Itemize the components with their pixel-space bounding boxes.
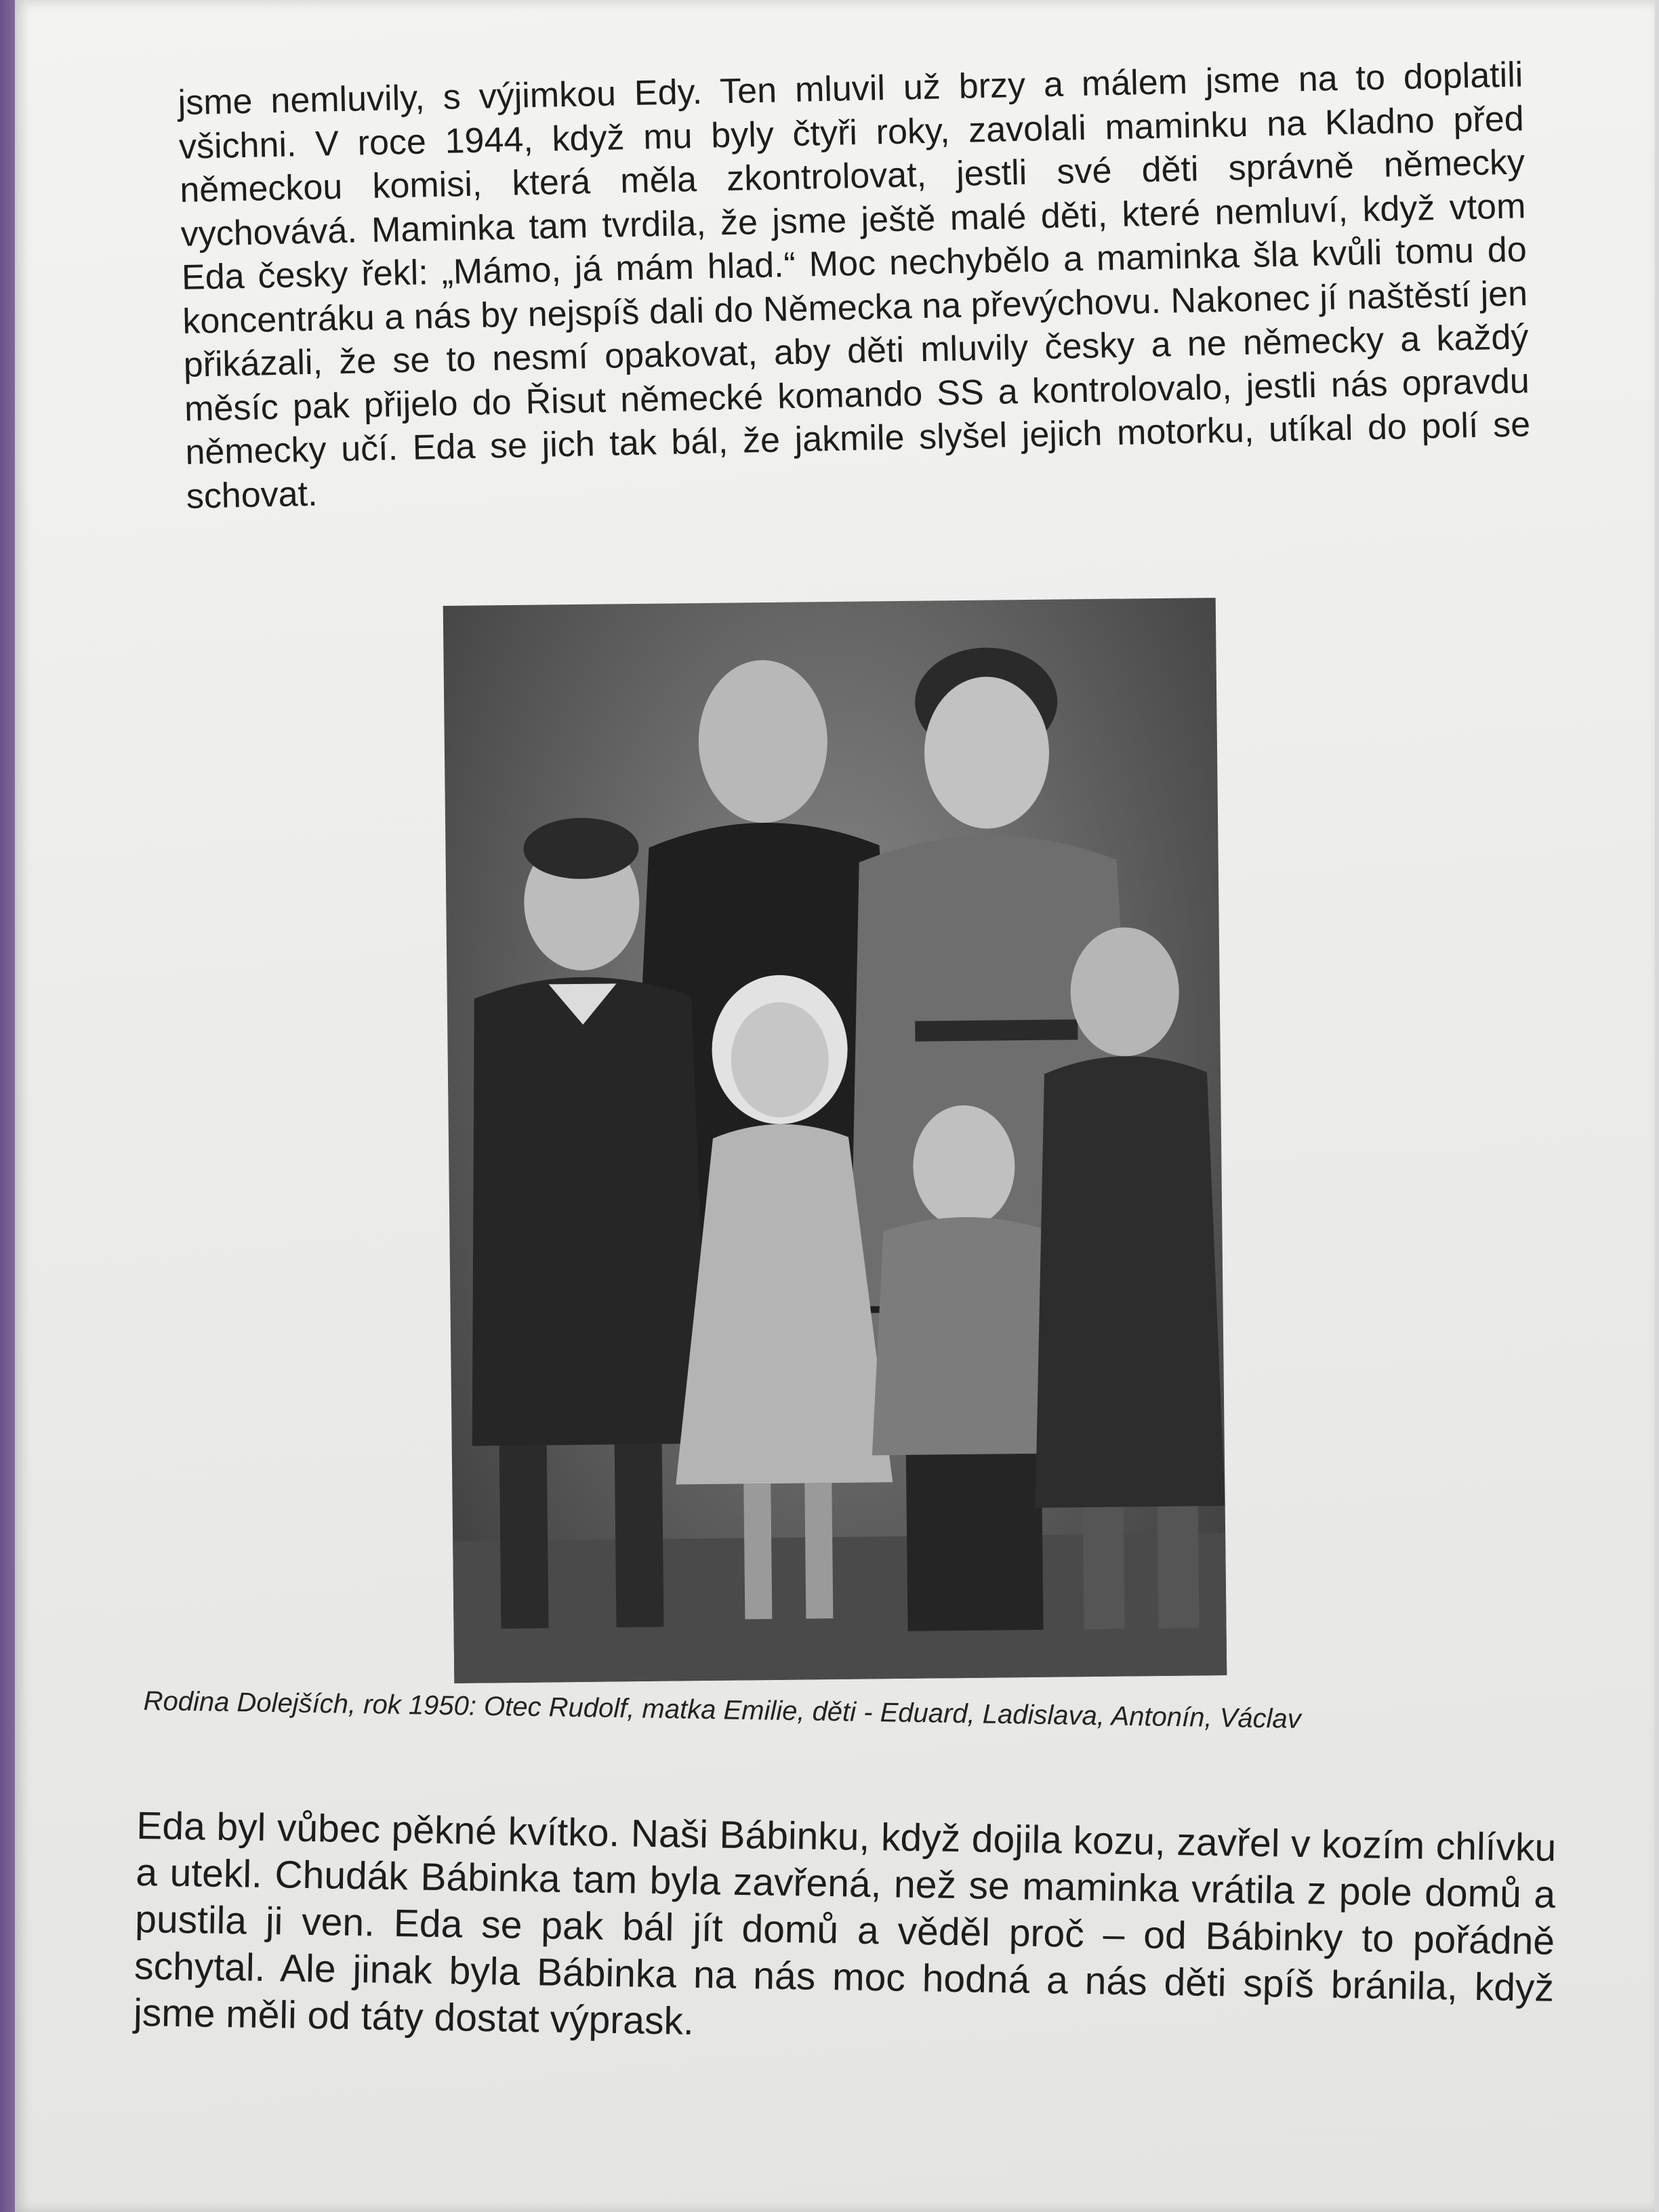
family-photo-frame xyxy=(443,598,1227,1683)
family-photo-illustration xyxy=(443,598,1227,1683)
paragraph-bottom: Eda byl vůbec pěkné kvítko. Naši Bábinku, když dojila kozu, zavřel v kozím chlívku a utekl. Chudák Bábinka tam byla zavřená, než se maminka vrátila z pole domů a pustila ji ven. Eda se pak bál jít domů a věděl proč – od Bábinky to pořádně schytal. Ale jinak byla Bábinka na nás moc hodná a nás děti spíš bránila, když jsme měli od táty dostat výprask. xyxy=(133,1803,1557,2043)
family-photo xyxy=(443,598,1227,1683)
photo-caption: Rodina Dolejších, rok 1950: Otec Rudolf, matka Emilie, děti - Eduard, Ladislava, Antonín, Václav xyxy=(143,1686,1302,1734)
document-page xyxy=(15,0,1655,2212)
paragraph-top: jsme nemluvily, s výjimkou Edy. Ten mluvil už brzy a málem jsme na to doplatili všichni. V roce 1944, když mu byly čtyři roky, zavolali maminku na Kladno před německou komisi, která měla zkontrolovat, jestli své děti správně německy vychovává. Maminka tam tvrdila, že jsme ještě malé děti, které nemluví, když vtom Eda česky řekl: „Mámo, já mám hlad.“ Moc nechybělo a maminka šla kvůli tomu do koncentráku a nás by nejspíš dali do Německa na převýchovu. Nakonec jí naštěstí jen přikázali, že se to nesmí opakovat, aby děti mluvily česky a ne německy a každý měsíc pak přijelo do Řisut německé komando SS a kontrolovalo, jestli nás opravdu německy učí. Eda se jich tak bál, že jakmile slyšel jejich motorku, utíkal do polí se schovat. xyxy=(178,55,1531,516)
